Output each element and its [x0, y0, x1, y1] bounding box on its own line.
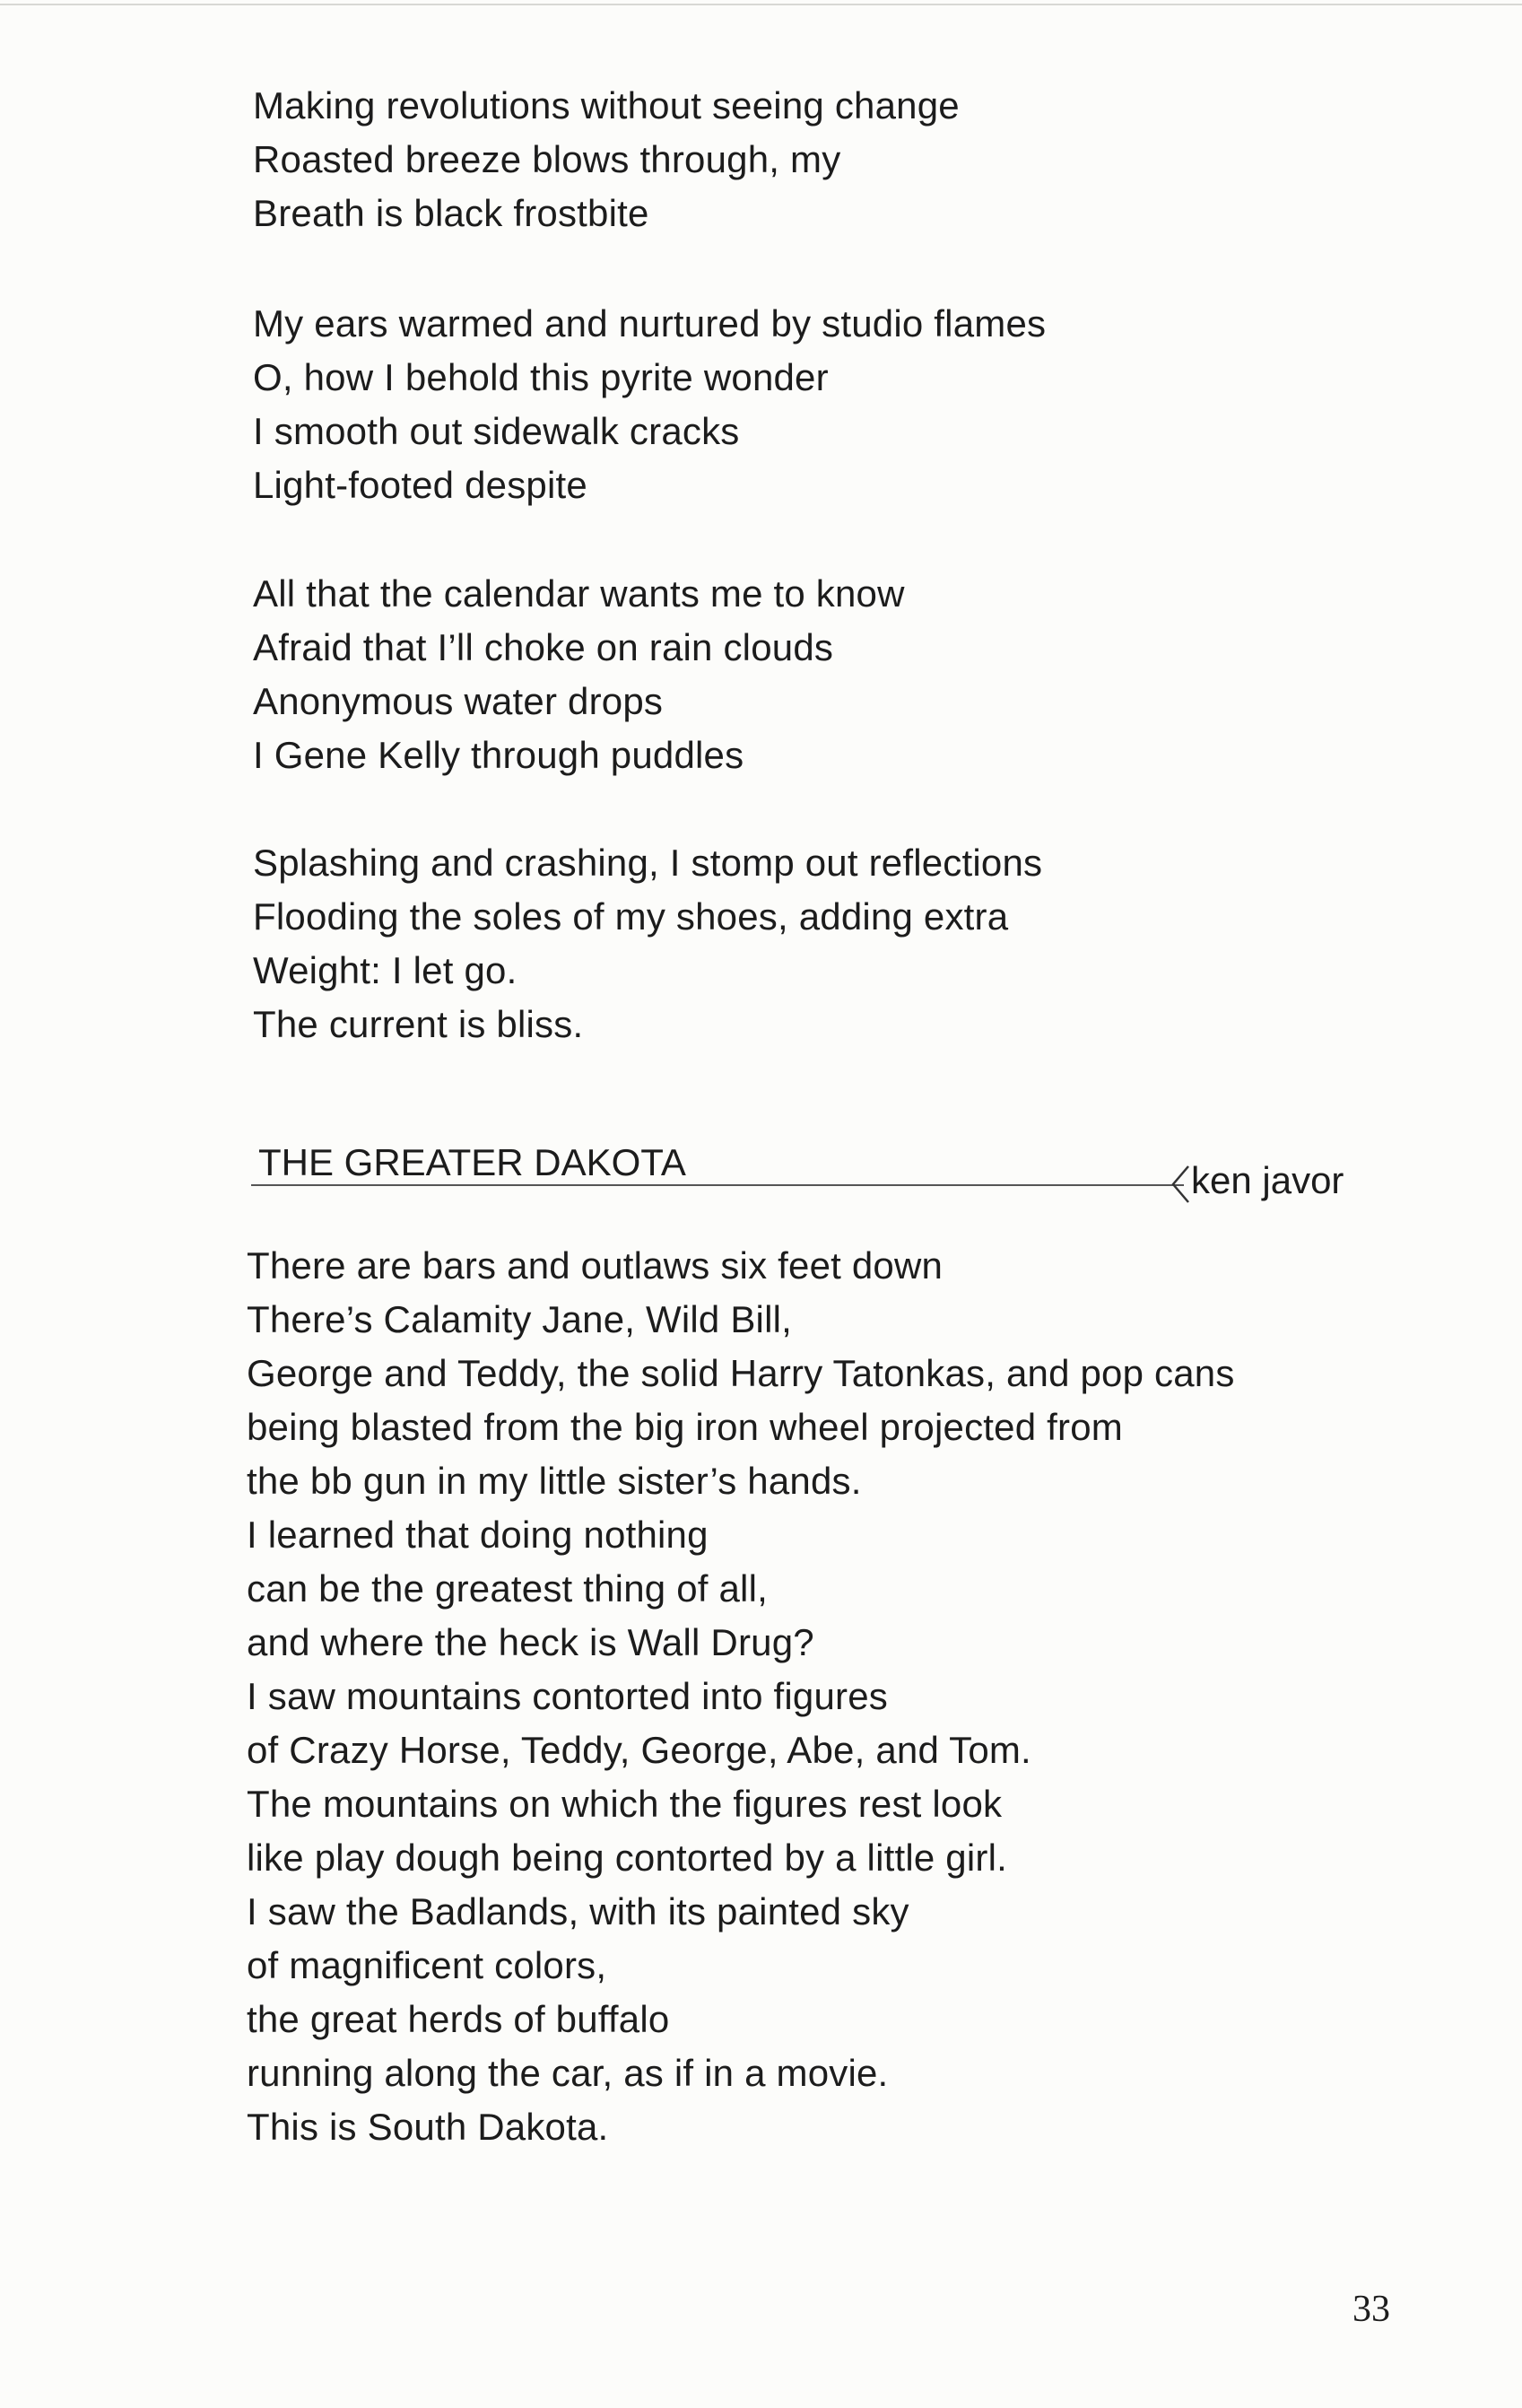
stanza-1 [253, 79, 960, 240]
poem-line: I Gene Kelly through puddles [253, 734, 744, 776]
poem-line: of magnificent colors, [247, 1944, 607, 1986]
poem-line: the bb gun in my little sister’s hands. [247, 1460, 862, 1502]
poem-line: The current is bliss. [253, 1003, 584, 1045]
poem-line: All that the calendar wants me to know [253, 572, 905, 615]
poem-line: The mountains on which the figures rest look [247, 1783, 1003, 1825]
poem-line: There’s Calamity Jane, Wild Bill, [247, 1298, 793, 1340]
poem-author: ken javor [1191, 1159, 1344, 1201]
page-top-edge [0, 4, 1522, 5]
poem-line: Breath is black frostbite [253, 192, 649, 234]
poem-line: Anonymous water drops [253, 680, 664, 722]
poem-line: O, how I behold this pyrite wonder [253, 356, 829, 398]
poem-line: This is South Dakota. [247, 2106, 609, 2148]
poem-line: of Crazy Horse, Teddy, George, Abe, and Tom. [247, 1729, 1031, 1771]
poem-line: Weight: I let go. [253, 949, 517, 991]
poem-line: Splashing and crashing, I stomp out reflections [253, 842, 1043, 884]
poem-line: running along the car, as if in a movie. [247, 2052, 889, 2094]
title-rule [251, 1184, 1184, 1186]
stanza-4 [253, 836, 1042, 1051]
poem-line: Light-footed despite [253, 464, 587, 506]
poem-line: Making revolutions without seeing change [253, 84, 960, 127]
poem-line: the great herds of buffalo [247, 1998, 670, 2040]
poem-line: I smooth out sidewalk cracks [253, 410, 740, 452]
poem-line: I saw the Badlands, with its painted sky [247, 1890, 909, 1933]
poem-body [247, 1239, 1235, 2154]
poem-title-row [251, 1138, 1363, 1200]
poem-line: I learned that doing nothing [247, 1514, 709, 1556]
poem-line: My ears warmed and nurtured by studio flames [253, 302, 1047, 345]
poem-line: can be the greatest thing of all, [247, 1567, 768, 1610]
stanza-2 [253, 297, 1046, 512]
stanza-3 [253, 567, 905, 782]
poem-line: Flooding the soles of my shoes, adding extra [253, 895, 1009, 938]
poem-line: and where the heck is Wall Drug? [247, 1621, 814, 1663]
poem-line: Roasted breeze blows through, my [253, 138, 841, 180]
poem-line: like play dough being contorted by a little girl. [247, 1837, 1007, 1879]
poem-line: George and Teddy, the solid Harry Tatonkas, and pop cans [247, 1352, 1235, 1394]
poem-line: There are bars and outlaws six feet down [247, 1244, 944, 1287]
poem-line: being blasted from the big iron wheel projected from [247, 1406, 1123, 1448]
arrow-head-icon [1170, 1163, 1190, 1206]
poem-line: Afraid that I’ll choke on rain clouds [253, 626, 834, 668]
page-number: 33 [1352, 2289, 1390, 2330]
poem-title: THE GREATER DAKOTA [258, 1141, 686, 1183]
poem-line: I saw mountains contorted into figures [247, 1675, 888, 1717]
